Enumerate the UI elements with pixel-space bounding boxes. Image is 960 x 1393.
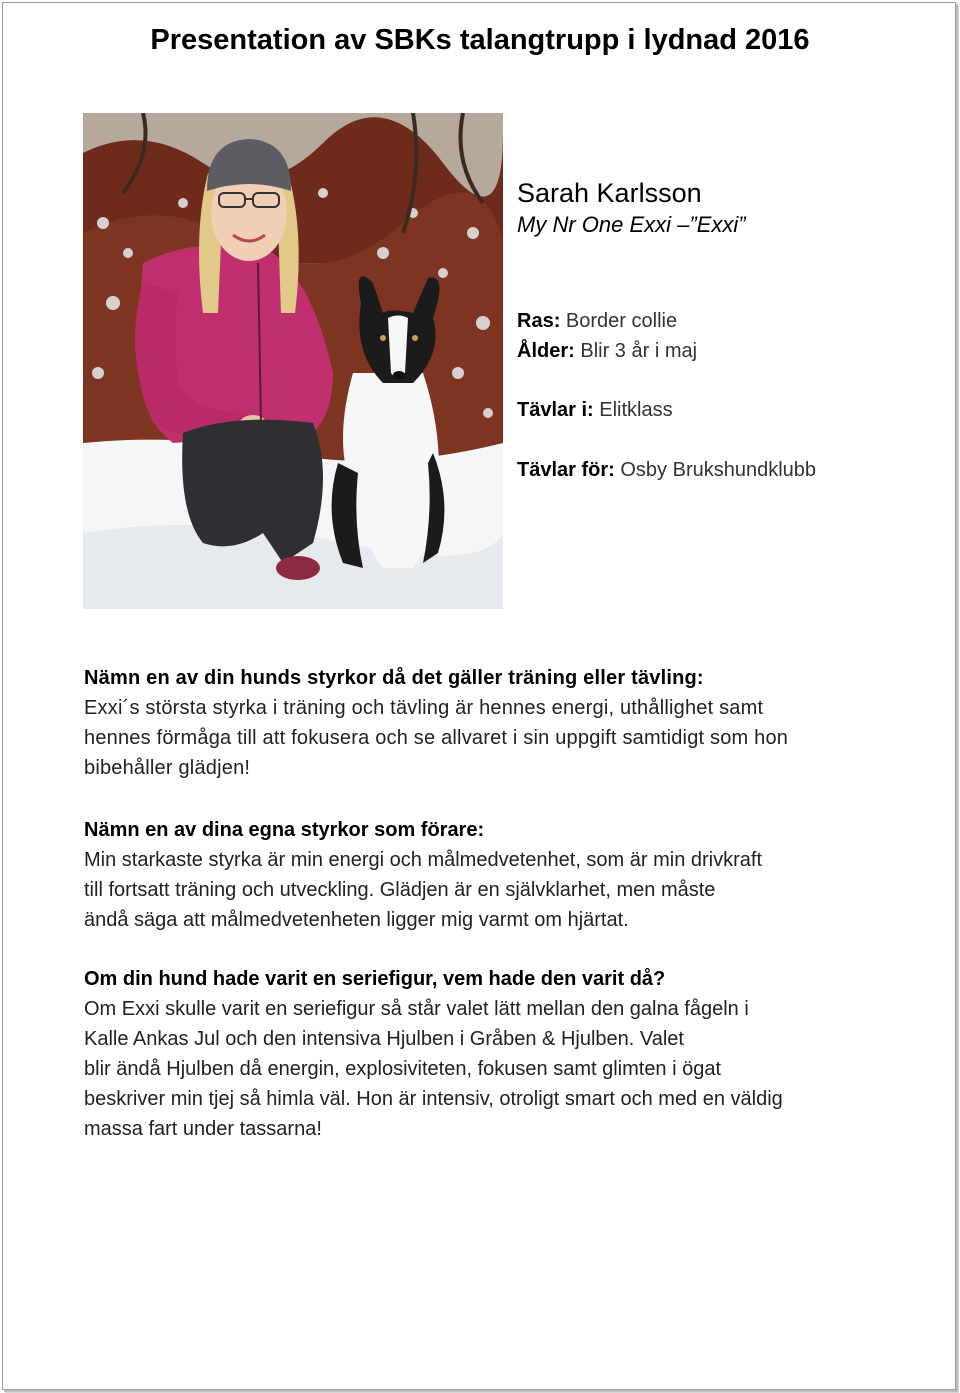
- answer-line: beskriver min tjej så himla väl. Hon är intensiv, otroligt smart och med en väldig: [84, 1088, 783, 1110]
- class-field: [517, 395, 673, 425]
- answer-line: ändå säga att målmedvetenheten ligger mig varmt om hjärtat.: [84, 909, 629, 931]
- age-label: Ålder:: [517, 340, 575, 362]
- question-heading: Om din hund hade varit en seriefigur, vem hade den varit då?: [84, 968, 666, 990]
- answer-line: till fortsatt träning och utveckling. Glädjen är en självklarhet, men måste: [84, 879, 716, 901]
- breed-field: [517, 306, 677, 336]
- qa-dog-strength: [84, 663, 884, 783]
- club-label: Tävlar för:: [517, 459, 615, 481]
- answer-line: Exxi´s största styrka i träning och tävling är hennes energi, uthållighet samt: [84, 697, 764, 719]
- answer-line: bibehåller glädjen!: [84, 757, 251, 779]
- class-label: Tävlar i:: [517, 399, 594, 421]
- profile-info: [517, 176, 937, 481]
- qa-cartoon-character: [84, 964, 884, 1144]
- answer-line: Om Exxi skulle varit en seriefigur så står valet lätt mellan den galna fågeln i: [84, 998, 749, 1020]
- age-field: [517, 336, 697, 366]
- club-field: [517, 455, 816, 485]
- question-heading: Nämn en av dina egna styrkor som förare:: [84, 819, 485, 841]
- profile-photo: [83, 113, 503, 609]
- answer-line: hennes förmåga till att fokusera och se allvaret i sin uppgift samtidigt som hon: [84, 727, 789, 749]
- question-heading: Nämn en av din hunds styrkor då det gäller träning eller tävling:: [84, 667, 704, 689]
- dog-name: My Nr One Exxi –”Exxi”: [517, 212, 746, 237]
- age-value: Blir 3 år i maj: [574, 340, 698, 362]
- breed-label: Ras:: [517, 310, 561, 332]
- answer-line: Min starkaste styrka är min energi och målmedvetenhet, som är min drivkraft: [84, 849, 763, 871]
- class-value: Elitklass: [593, 399, 673, 421]
- answer-line: massa fart under tassarna!: [84, 1118, 322, 1140]
- handler-name: Sarah Karlsson: [517, 178, 702, 208]
- club-value: Osby Brukshundklubb: [614, 459, 817, 481]
- breed-value: Border collie: [560, 310, 678, 332]
- page-title: Presentation av SBKs talangtrupp i lydnad 2016: [150, 24, 810, 56]
- answer-line: blir ändå Hjulben då energin, explosiviteten, fokusen samt glimten i ögat: [84, 1058, 722, 1080]
- answer-line: Kalle Ankas Jul och den intensiva Hjulben i Gråben & Hjulben. Valet: [84, 1028, 684, 1050]
- qa-handler-strength: [84, 815, 884, 935]
